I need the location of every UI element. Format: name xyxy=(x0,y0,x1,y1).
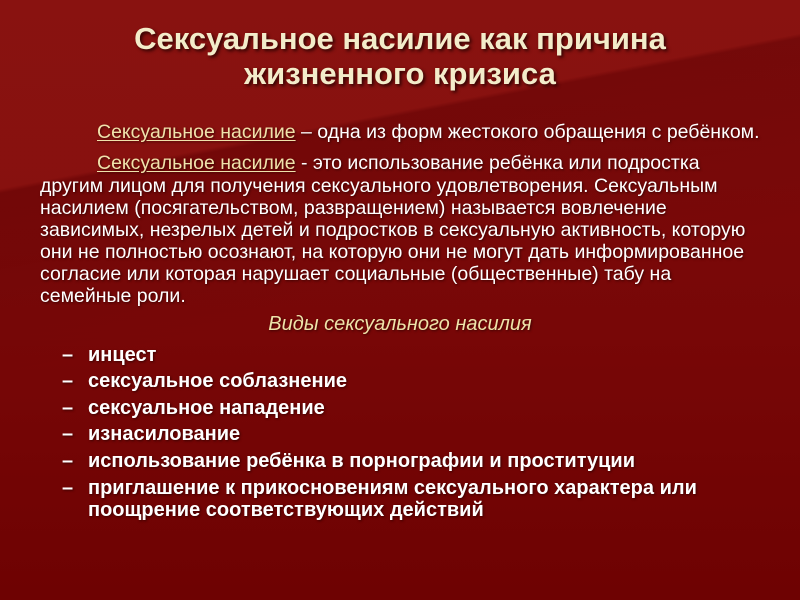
slide-body xyxy=(40,121,760,306)
list-item xyxy=(62,397,792,420)
list-item-label: приглашение к прикосновениям сексуального характера или поощрение соответствующих действий xyxy=(88,476,697,522)
dash-bullet-icon: – xyxy=(62,343,74,366)
list-item-label: инцест xyxy=(88,343,157,366)
list-item-label: использование ребёнка в порнографии и проституции xyxy=(88,450,636,473)
list-item xyxy=(62,477,792,522)
slide-title: Сексуальное насилие как причина жизненного кризиса xyxy=(134,21,666,91)
definition-paragraph-2 xyxy=(40,152,760,306)
dash-bullet-icon: – xyxy=(62,370,74,393)
list-item xyxy=(62,423,792,446)
definition-paragraph-1 xyxy=(40,121,760,143)
bullet-list xyxy=(30,344,792,522)
list-item xyxy=(62,344,792,367)
list-item-label: сексуальное нападение xyxy=(88,396,325,419)
dash-bullet-icon: – xyxy=(62,450,74,473)
list-item xyxy=(62,450,792,473)
paragraph-2-text: - это использование ребёнка или подростка другим лицом для получения сексуального удовлетворения. Сексуальным насилием (посягательством, развращением) называется вовлечение зависимых, незрелых детей и подростков в сексуальную активность, которую они не полностью осознают, на которую они не могут дать информированное согласие или которая нарушает социальные (общественные) табу на семейные роли. xyxy=(40,152,746,307)
list-item-label: сексуальное соблазнение xyxy=(88,370,347,393)
dash-bullet-icon: – xyxy=(62,396,74,419)
lead-in-term-1: Сексуальное насилие xyxy=(97,121,296,144)
lead-in-term-2: Сексуальное насилие xyxy=(97,152,296,175)
section-subtitle: Виды сексуального насилия xyxy=(268,312,532,335)
dash-bullet-icon: – xyxy=(62,423,74,446)
list-item-label: изнасилование xyxy=(88,423,241,446)
paragraph-1-text: – одна из форм жестокого обращения с ребёнком. xyxy=(295,121,760,144)
list-item xyxy=(62,370,792,393)
dash-bullet-icon: – xyxy=(62,476,74,499)
